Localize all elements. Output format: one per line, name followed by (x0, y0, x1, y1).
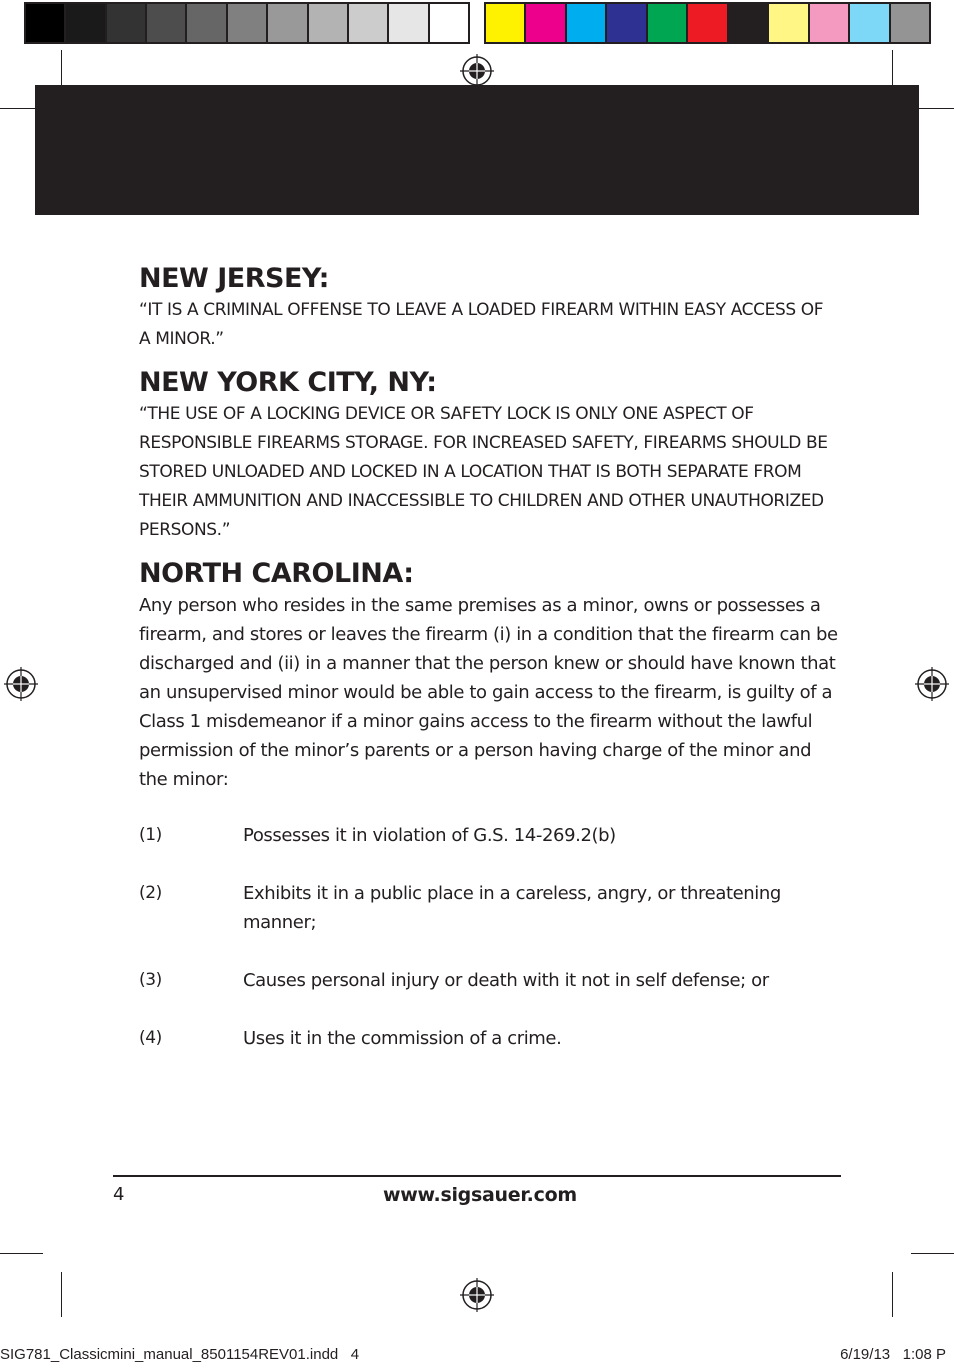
gray-swatch (107, 4, 147, 42)
registration-mark-icon (4, 667, 38, 701)
color-swatch (769, 4, 809, 42)
gray-swatch (430, 4, 468, 42)
color-swatch (688, 4, 728, 42)
gray-swatch (26, 4, 66, 42)
list-item-number: (4) (139, 1028, 162, 1048)
slug-date: 6/19/13 1:08 P (840, 1346, 946, 1363)
list-item (139, 966, 839, 995)
gray-swatch (228, 4, 268, 42)
list-item-text: Possesses it in violation of G.S. 14-269.2(b) (243, 825, 616, 846)
gray-swatch (147, 4, 187, 42)
section-text-new-jersey: “IT IS A CRIMINAL OFFENSE TO LEAVE A LOADED FIREARM WITHIN EASY ACCESS OF A MINOR.” (139, 300, 824, 349)
process-color-bar (484, 2, 931, 44)
color-swatch (810, 4, 850, 42)
gray-swatch (389, 4, 429, 42)
conditions-list (139, 821, 839, 1053)
registration-mark-icon (915, 667, 949, 701)
gray-swatch (66, 4, 106, 42)
list-item-number: (3) (139, 970, 162, 990)
section-text-new-york-city: “THE USE OF A LOCKING DEVICE OR SAFETY LOCK IS ONLY ONE ASPECT OF RESPONSIBLE FIREARMS STORAGE. FOR INCREASED SAFETY, FIREARMS SHOULD BE STORED UNLOADED AND LOCKED IN A LOCATION THAT IS BOTH SEPARATE FROM THEIR AMMUNITION AND INACCESSIBLE TO CHILDREN AND OTHER UNAUTHORIZED PERSONS.” (139, 404, 828, 540)
color-swatch (850, 4, 890, 42)
section-text-north-carolina: Any person who resides in the same premises as a minor, owns or possesses a firearm, and stores or leaves the firearm (i) in a condition that the firearm can be discharged and (ii) in a manner that the person knew or should have known that an unsupervised minor would be able to gain access to the firearm, is guilty of a Class 1 misdemeanor if a minor gains access to the firearm without the lawful permission of the minor’s parents or a person having charge of the minor and the minor: (139, 595, 838, 790)
list-item-text: Exhibits it in a public place in a careless, angry, or threatening manner; (243, 883, 781, 933)
main-content (139, 262, 839, 1082)
crop-mark (61, 1272, 62, 1317)
list-item-text: Uses it in the commission of a crime. (243, 1028, 562, 1049)
list-item (139, 879, 839, 937)
color-swatch (526, 4, 566, 42)
section-heading-new-york-city: NEW YORK CITY, NY: (139, 367, 437, 398)
grayscale-color-bar (24, 2, 470, 44)
section-heading-north-carolina: NORTH CAROLINA: (139, 558, 414, 589)
slug-filename: SIG781_Classicmini_manual_8501154REV01.indd 4 (0, 1346, 360, 1363)
color-swatch (567, 4, 607, 42)
website-url: www.sigsauer.com (383, 1184, 577, 1206)
color-swatch (486, 4, 526, 42)
color-swatch (891, 4, 929, 42)
gray-swatch (309, 4, 349, 42)
color-swatch (607, 4, 647, 42)
gray-swatch (187, 4, 227, 42)
list-item-number: (2) (139, 883, 162, 903)
section-heading-new-jersey: NEW JERSEY: (139, 263, 329, 294)
color-swatch (729, 4, 769, 42)
crop-mark (892, 1272, 893, 1317)
gray-swatch (349, 4, 389, 42)
list-item (139, 821, 839, 850)
registration-mark-icon (460, 1278, 494, 1312)
footer-rule (113, 1175, 841, 1177)
color-swatch (648, 4, 688, 42)
registration-mark-icon (460, 54, 494, 88)
page-number: 4 (113, 1184, 125, 1205)
gray-swatch (268, 4, 308, 42)
list-item-number: (1) (139, 825, 162, 845)
list-item-text: Causes personal injury or death with it not in self defense; or (243, 970, 769, 991)
list-item (139, 1024, 839, 1053)
crop-mark (0, 1253, 43, 1254)
header-band (35, 85, 919, 215)
crop-mark (911, 1253, 954, 1254)
